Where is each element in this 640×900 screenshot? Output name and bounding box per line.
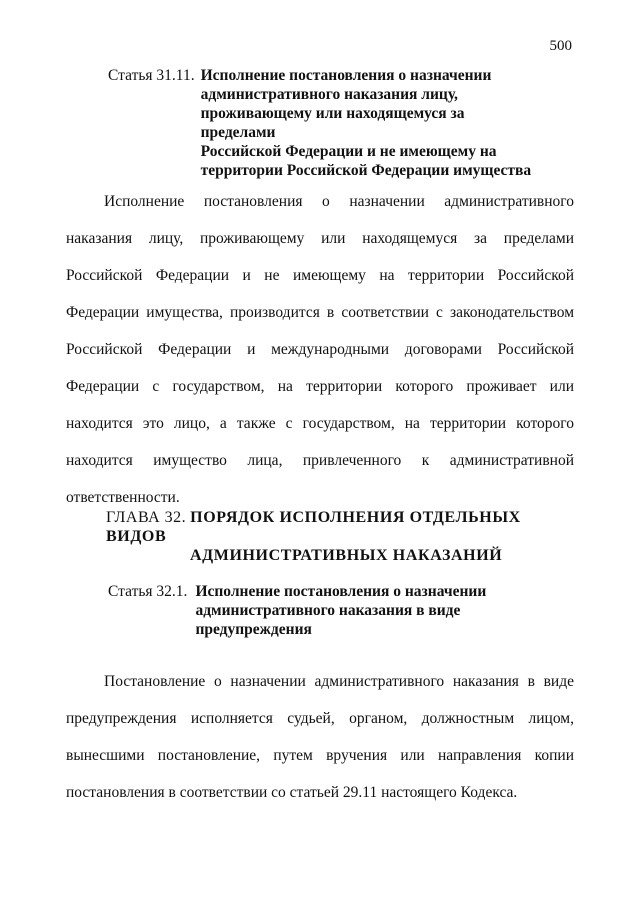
article-label: Статья 31.11.: [108, 67, 195, 84]
chapter-32-heading: [106, 508, 576, 565]
article-title: Исполнение постановления о назначении административного наказания в виде предупреждения: [195, 583, 487, 638]
article-label: Статья 32.1.: [108, 583, 188, 600]
chapter-title-line1: ПОРЯДОК ИСПОЛНЕНИЯ ОТДЕЛЬНЫХ ВИДОВ: [106, 509, 521, 545]
article-31-11-heading: [108, 66, 541, 180]
article-32-1-heading: [108, 582, 535, 639]
article-31-11-text: Исполнение постановления о назначении административного наказания лицу, проживающему или находящемуся за пределами Российской Федерации и не имеющему на территории Российской Федерации имущества, производится в соответствии с законодательством Российской Федерации и международными договорами Российской Федерации с государством, на территории которого проживает или находится это лицо, а также с государством, на территории которого находится имущество лица, привлеченного к административной ответственности.: [66, 193, 574, 506]
chapter-title-line2: АДМИНИСТРАТИВНЫХ НАКАЗАНИЙ: [190, 547, 503, 564]
chapter-label: ГЛАВА 32.: [106, 509, 187, 526]
article-title: Исполнение постановления о назначении административного наказания лицу, проживающему или находящемуся за пределами Российской Федерации и не имеющему на территории Российской Федерации имущества: [200, 67, 532, 179]
page-number: 500: [549, 38, 572, 54]
article-32-1-text: Постановление о назначении административного наказания в виде предупреждения исполняется судьей, органом, должностным лицом, вынесшими постановление, путем вручения или направления копии постановления в соответствии со статьей 29.11 настоящего Кодекса.: [66, 673, 574, 801]
